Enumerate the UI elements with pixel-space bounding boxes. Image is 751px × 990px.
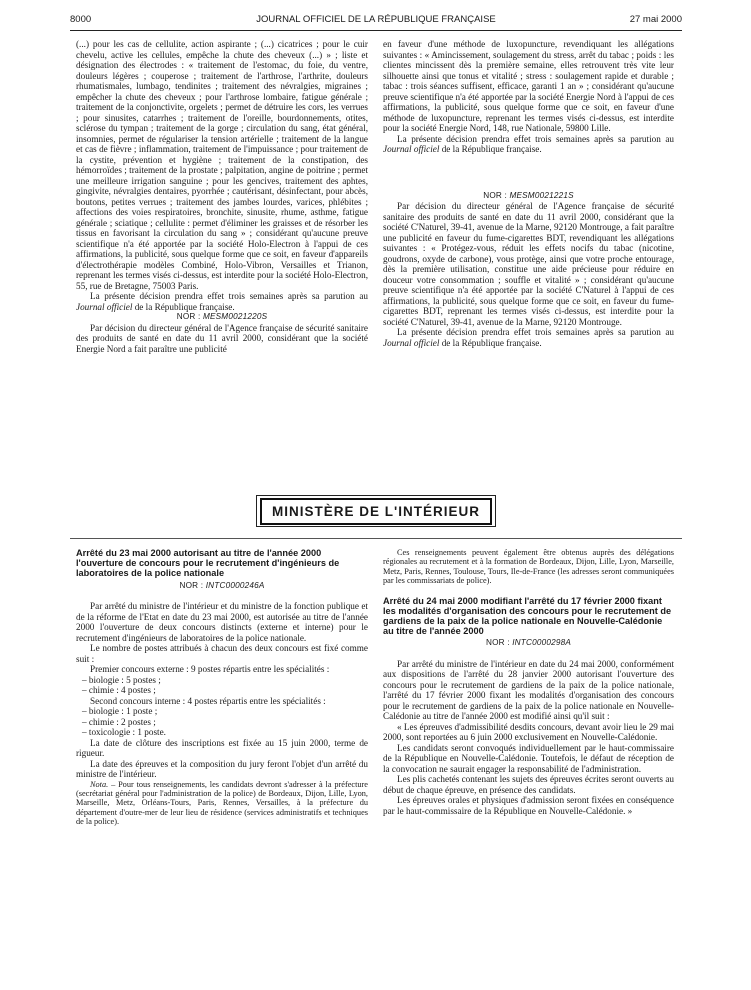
paragraph: Second concours interne : 4 postes répartis entre les spécialités : xyxy=(90,695,326,706)
paragraph: Par arrêté du ministre de l'intérieur et du ministre de la fonction publique et de la réforme de l'Etat en date du 23 mai 2000, est autorisée au titre de l'année 2000 l'ouverture de deux concours distincts (externe et interne) pour le recrutement d'ingénieurs de laboratoires de la police nationale. xyxy=(76,601,368,643)
section-divider xyxy=(70,538,682,539)
issue-date: 27 mai 2000 xyxy=(629,14,682,25)
paragraph: La présente décision prendra effet trois semaines après sa parution au Journal officiel de la République française. xyxy=(76,291,368,312)
nor-reference: NOR : MESM0021220S xyxy=(176,312,268,321)
list-item: – chimie : 2 postes ; xyxy=(82,716,156,727)
top-right-column xyxy=(383,39,674,455)
arrete-title: Arrêté du 24 mai 2000 modifiant l'arrêté du 17 février 2000 fixant les modalités d'organisation des concours pour le recrutement de gardiens de la paix de la police nationale en Nouvelle-Calédonie au titre de l'année 2000 xyxy=(383,595,672,637)
ministry-heading: MINISTÈRE DE L'INTÉRIEUR xyxy=(260,498,492,525)
arrete-title: Arrêté du 23 mai 2000 autorisant au titre de l'année 2000 l'ouverture de concours pour le recrutement d'ingénieurs de laboratoires de la police nationale xyxy=(76,548,340,579)
journal-title: JOURNAL OFFICIEL DE LA RÉPUBLIQUE FRANÇAISE xyxy=(256,14,496,25)
paragraph: Le nombre de postes attribués à chacun des deux concours est fixé comme suit : xyxy=(76,643,368,664)
list-item: – biologie : 5 postes ; xyxy=(82,674,161,685)
bottom-right-column xyxy=(383,548,674,978)
paragraph: Premier concours externe : 9 postes répartis entre les spécialités : xyxy=(90,664,330,675)
paragraph: La présente décision prendra effet trois semaines après sa parution au Journal officiel de la République française. xyxy=(383,327,674,348)
nor-reference: NOR : MESM0021221S xyxy=(483,190,574,200)
paragraph: en faveur d'une méthode de luxopuncture, revendiquant les allégations suivantes : « Amincissement, soulagement du stress, arrêt du tabac ; poids : les clientes mincissent dès la première semaine, elles retrouvent très vite leur silhouette ainsi que tonus et vitalité ; stress : soulagement rapide et durable ; tabac : trois séances suffisent, efficace, garanti 1 an » ; considérant qu'aucune preuve scientifique n'a été apportée par la société Energie Nord à l'appui de ces affirmations, la publicité, sous quelque forme que ce soit, en faveur d'une méthode de luxopuncture, reprenant les termes visés ci-dessus, est interdite pour la société Energie Nord, 148, rue Nationale, 59800 Lille. xyxy=(383,39,674,133)
paragraph: « Les épreuves d'admissibilité desdits concours, devant avoir lieu le 29 mai 2000, sont reportées au 6 juin 2000 exclusivement en Nouvelle-Calédonie. xyxy=(383,721,674,743)
paragraph: Par décision du directeur général de l'Agence française de sécurité sanitaire des produits de santé en date du 11 avril 2000, considérant que la société Energie Nord a fait paraître une publicité xyxy=(76,322,368,354)
list-item: – toxicologie : 1 poste. xyxy=(82,727,166,738)
nor-reference: NOR : INTC0000246A xyxy=(179,580,265,590)
paragraph: La date de clôture des inscriptions est fixée au 15 juin 2000, terme de rigueur. xyxy=(76,737,368,759)
paragraph: Les épreuves orales et physiques d'admission seront fixées en conséquence par le haut-commissaire de la République en Nouvelle-Calédonie. » xyxy=(383,795,674,816)
footnote-continued: Ces renseignements peuvent également être obtenus auprès des délégations régionales au recrutement et à la formation de Bordeaux, Dijon, Lille, Lyon, Marseille, Metz, Paris, Rennes, Toulouse, Tours, Ile-de-France (les adresses seront communiquées par les commissariats de police). xyxy=(383,548,674,586)
nor-reference: NOR : INTC0000298A xyxy=(485,638,572,648)
paragraph: (...) pour les cas de cellulite, action aspirante ; (...) cicatrices ; pour le cuir chevelu, active les cellules, empêche la chute des cheveux (...) » ; liste et désignation des électrodes : « traitement de l'estomac, du foie, du ventre, douleurs légères ; couperose ; traitement de l'arthrose, l'arthrite, douleurs rhumatismales, lumbago, tendinites ; traitement des névralgies, migraines ; empêcher la chute des cheveux ; pour l'arthrose lombaire, fatigue générale ; traitement de la conjonctivite, orgelets ; permet de détruire les cors, les verrues ; pour sinusites, catarrhes ; traitement de l'oreille, bourdonnements, otites, sclérose du tympan ; traitement de la gorge ; circulation du sang, état général, insomnies, permet de régulariser la tension artérielle ; traitement de la langue et cas de fièvre ; inflammation, traitement de l'impuissance ; pour traitement de la cystite, prévention et hygiène ; traitement de la constipation, des hémorroïdes ; traitement de la prostate ; palpitation, angine de poitrine ; permet une meilleure irrigation sanguine ; pour les gencives, traitement des aphtes, gingivite, névralgies dentaires, pyorrhée ; cautérisant, désinfectant, pour abcès, boutons, petites verrues ; traitement des jambes lourdes, varices, phlébites ; affections des voies respiratoires, bronchite, sinusite, rhume, asthme, fatigue générale ; sciatique ; cellulite : permet d'éliminer les graisses et de résorber les tissus en favorisant la circulation du sang » ; considérant qu'aucune preuve scientifique n'a été apportée par la société Holo-Electron à l'appui de ces affirmations, la publicité, sous quelque forme que ce soit, en faveur d'appareils d'électrothérapie modèles Combiné, Holo-Vibron, Versailles et Trianon, reprenant les termes visés ci-dessus, est interdite pour la société Holo-Electron, 55, rue de Bretagne, 75003 Paris. xyxy=(76,39,368,291)
paragraph: Les candidats seront convoqués individuellement par le haut-commissaire de la République en Nouvelle-Calédonie. Toutefois, le défaut de réception de la convocation ne saurait engager la responsabilité de l'administration. xyxy=(383,742,674,774)
running-header xyxy=(70,14,682,28)
ministry-heading-box xyxy=(256,495,496,527)
bottom-left-column xyxy=(76,548,368,978)
paragraph: Par décision du directeur général de l'Agence française de sécurité sanitaire des produits de santé en date du 11 avril 2000, considérant que la société C'Naturel, 39-41, avenue de la Marne, 92120 Montrouge, a fait paraître une publicité en faveur du fume-cigarettes BDT, revendiquant les allégations suivantes : « Protégez-vous, réduit les effets nocifs du tabac (nicotine, goudrons, oxyde de carbone), vous protège, ainsi que votre proche entourage, dès la première utilisation, constitue une aide précieuse pour réduire en douceur votre consommation ; souffle et vitalité » ; considérant qu'aucune preuve scientifique n'a été apportée par la société C'Naturel à l'appui de ces affirmations, la publicité, sous quelque forme que ce soit, en faveur du fume-cigarettes BDT, reprenant les termes visés ci-dessus, est interdite pour la société C'Naturel, 39-41, avenue de la Marne, 92120 Montrouge. xyxy=(383,201,674,327)
footnote: Nota. – Pour tous renseignements, les candidats devront s'adresser à la préfecture (secrétariat général pour l'administration de la police) de Bordeaux, Dijon, Lille, Lyon, Marseille, Metz, Orléans-Tours, Paris, Rennes, Versailles, à la préfecture du département d'outre-mer de leur lieu de résidence (services administratifs et techniques de la police). xyxy=(76,779,368,827)
header-rule xyxy=(70,30,682,31)
paragraph: Par arrêté du ministre de l'intérieur en date du 24 mai 2000, conformément aux dispositions de l'arrêté du 28 janvier 2000 autorisant l'ouverture des concours pour le recrutement de gardiens de la paix de la police nationale, l'arrêté du 17 février 2000 fixant les modalités d'organisation des concours pour le recrutement de gardiens de la paix de la police nationale en Nouvelle-Calédonie au titre de l'année 2000 est modifié ainsi qu'il suit : xyxy=(383,658,674,722)
list-item: – biologie : 1 poste ; xyxy=(82,706,158,717)
list-item: – chimie : 4 postes ; xyxy=(82,685,156,696)
top-left-column xyxy=(76,39,368,455)
paragraph: La présente décision prendra effet trois semaines après sa parution au Journal officiel de la République française. xyxy=(383,133,674,154)
paragraph: Les plis cachetés contenant les sujets des épreuves écrites seront ouverts au début de chaque épreuve, en présence des candidats. xyxy=(383,774,674,795)
paragraph: La date des épreuves et la composition du jury feront l'objet d'un arrêté du ministre de l'intérieur. xyxy=(76,758,368,780)
page-number: 8000 xyxy=(70,14,92,25)
